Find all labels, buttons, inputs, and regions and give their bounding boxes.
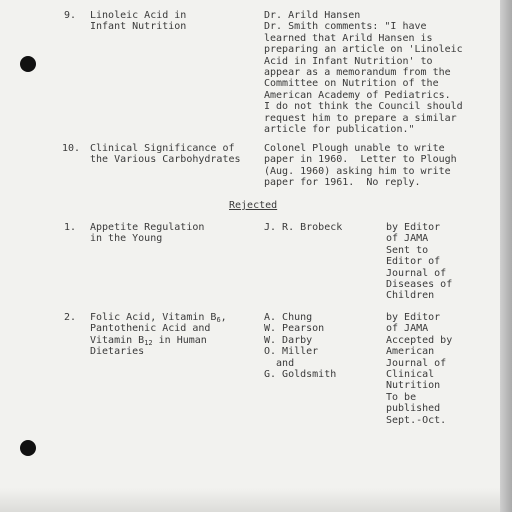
item-number: 2. <box>63 312 76 323</box>
punch-hole-icon <box>20 440 36 456</box>
page-bottom-shadow <box>0 488 500 512</box>
item-number: 1. <box>63 222 76 233</box>
page-edge-shadow <box>500 0 512 512</box>
item-authors: Colonel Plough unable to write paper in 1960. Letter to Plough (Aug. 1960) asking him to write paper for 1961. No reply. <box>264 143 457 189</box>
item-authors: Dr. Arild Hansen Dr. Smith comments: "I have learned that Arild Hansen is preparing an article on 'Linoleic Acid in Infant Nutrition' to appear as a memorandum from the Committee on Nutrition of the American Academy of Pediatrics. I do not think the Council should request him to prepare a similar article for publication." <box>264 10 463 136</box>
item-title: Appetite Regulation in the Young <box>90 222 205 245</box>
item-status: by Editor of JAMA Sent to Editor of Journal of Diseases of Children <box>386 222 453 302</box>
item-status: by Editor of JAMA Accepted by American Journal of Clinical Nutrition To be published Sept.-Oct. <box>386 312 453 426</box>
item-title: Folic Acid, Vitamin $B_6$, Pantothenic Acid and Vitamin $B_{12}$ in Human Dietaries <box>90 312 227 358</box>
punch-hole-icon <box>20 56 36 72</box>
item-title: Linoleic Acid in Infant Nutrition <box>90 10 187 33</box>
section-heading-rejected: Rejected <box>229 200 278 211</box>
item-number: 9. <box>63 10 76 21</box>
item-title: Clinical Significance of the Various Carbohydrates <box>90 143 241 166</box>
item-authors: J. R. Brobeck <box>264 222 343 233</box>
item-number: 10. <box>61 143 80 154</box>
item-authors: A. Chung W. Pearson W. Darby O. Miller and G. Goldsmith <box>264 312 337 381</box>
